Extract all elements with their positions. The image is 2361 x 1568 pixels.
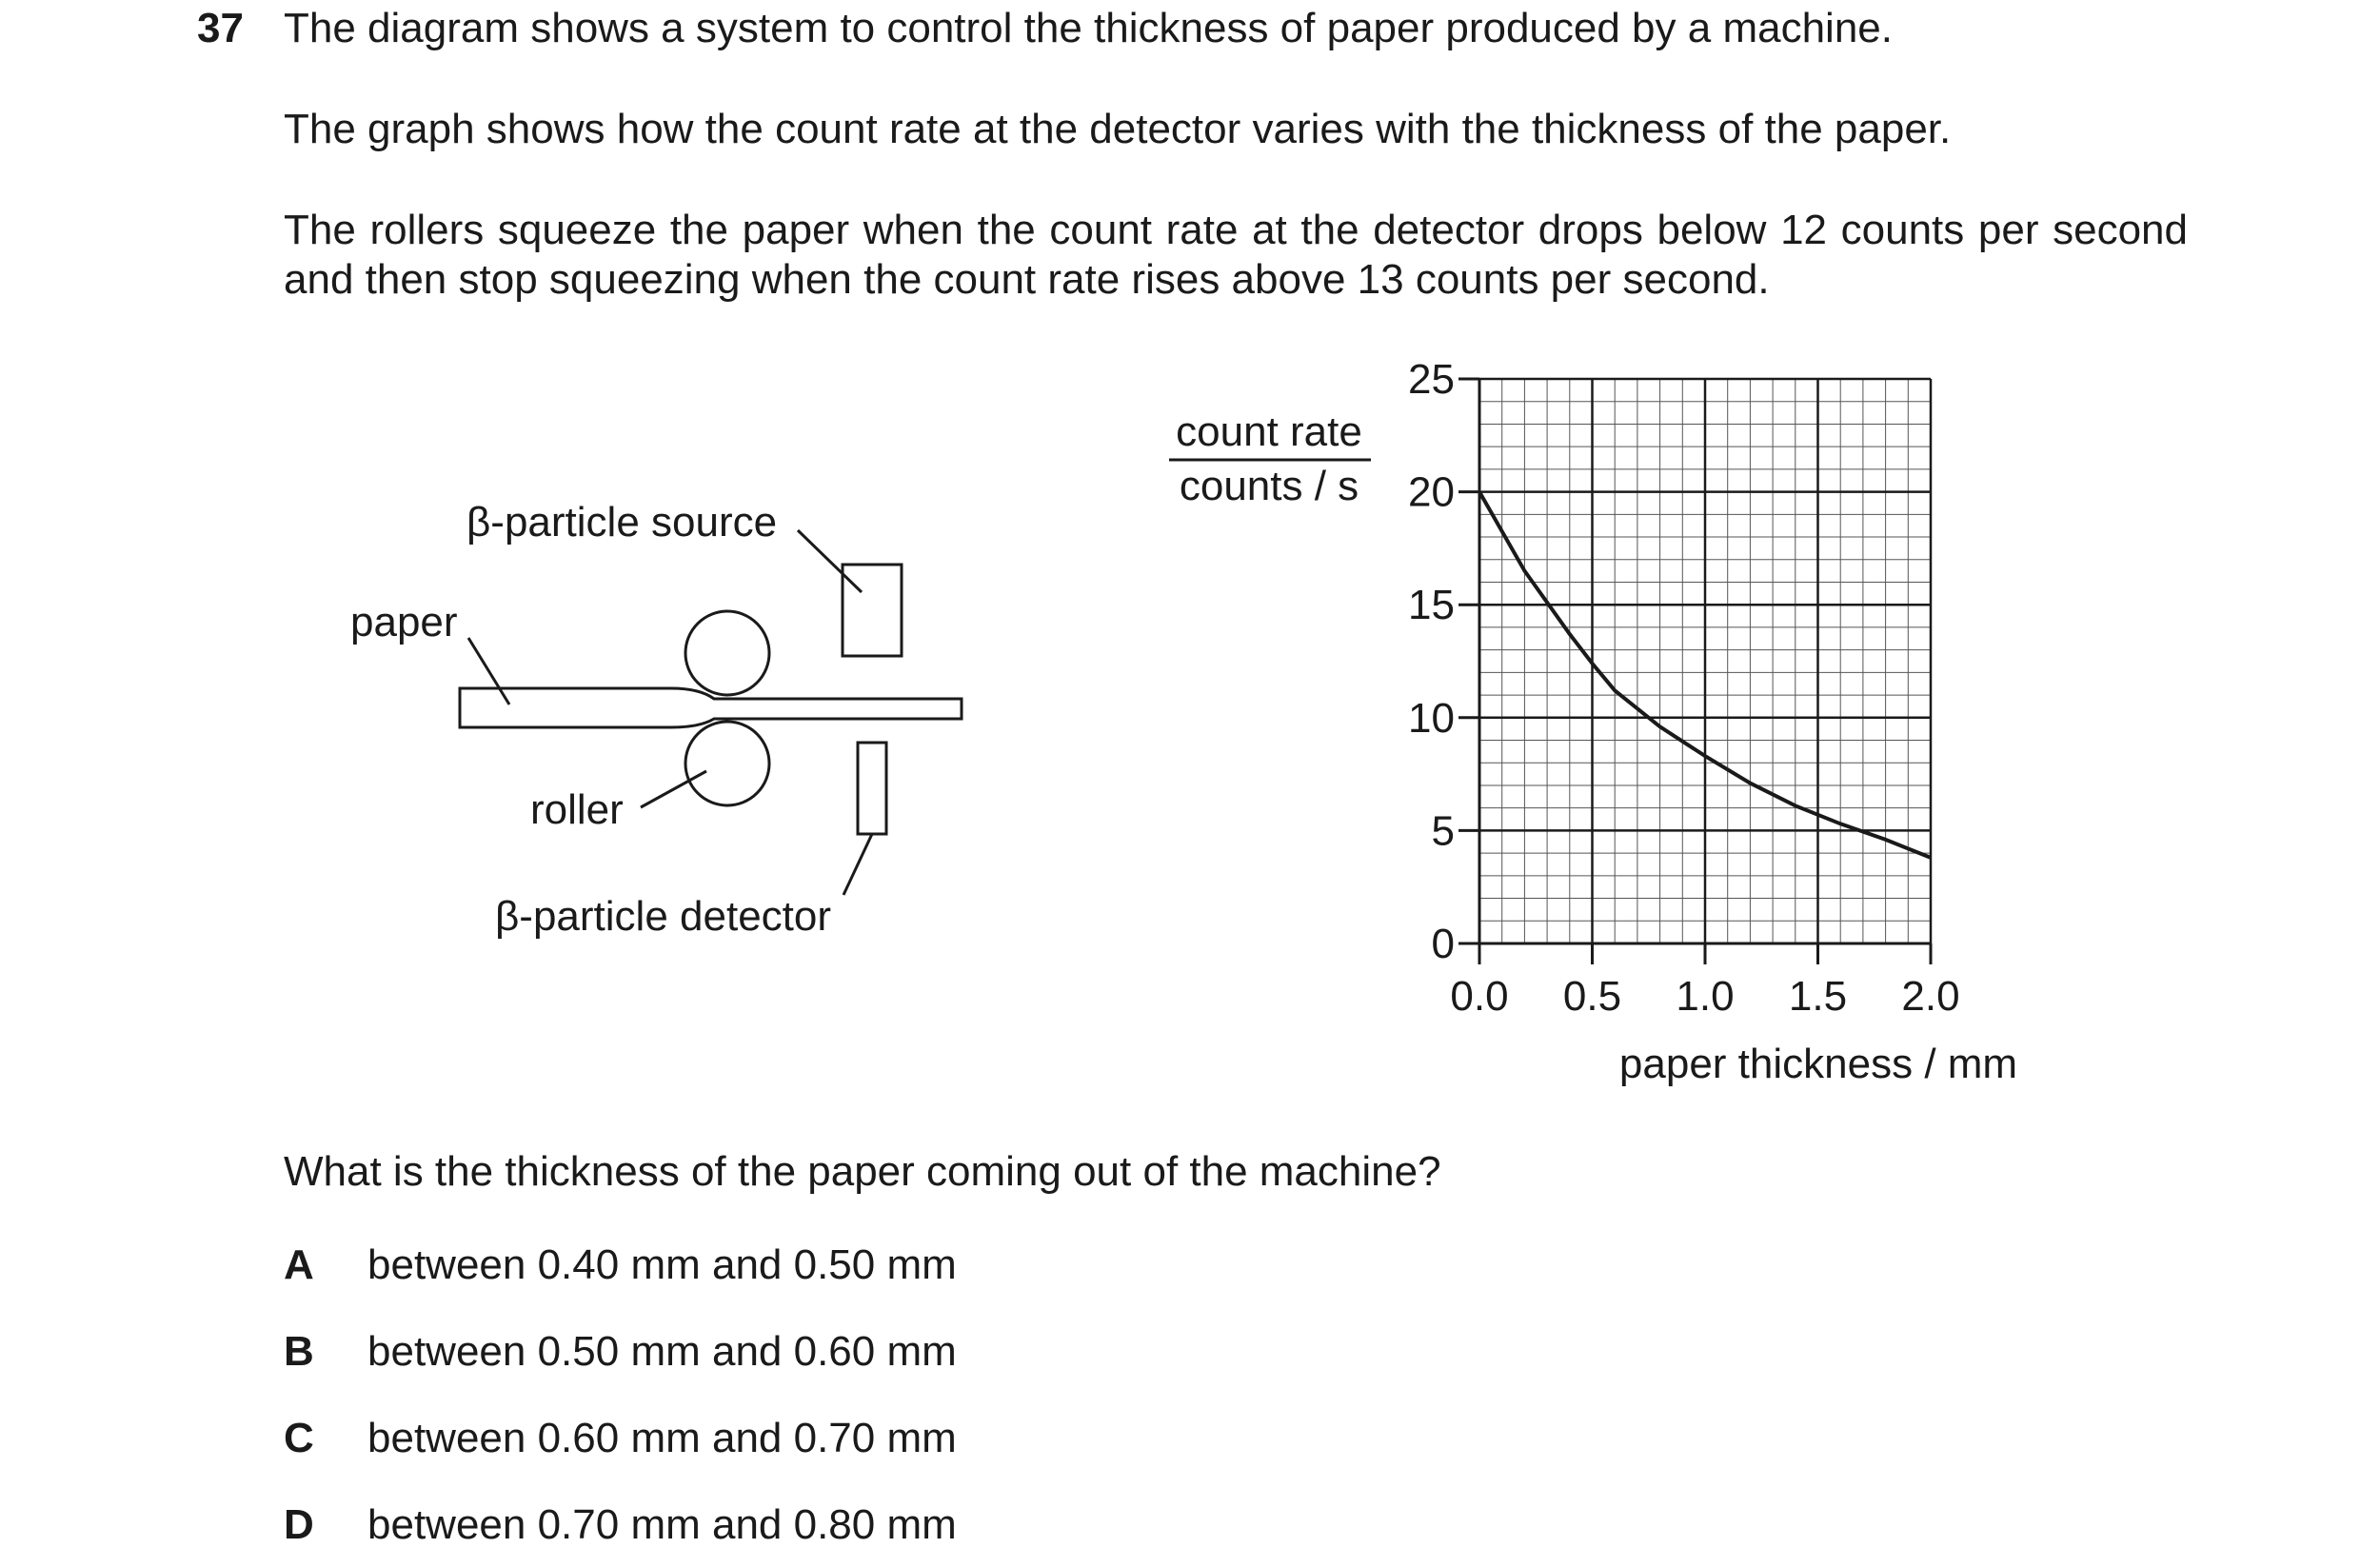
paper-strip bbox=[460, 688, 962, 727]
count-rate-chart bbox=[1095, 333, 2142, 1095]
lower-roller bbox=[685, 722, 769, 805]
y-tick-label: 20 bbox=[1408, 468, 1455, 516]
x-axis-label: paper thickness / mm bbox=[1618, 1041, 2018, 1087]
x-tick-label: 1.0 bbox=[1676, 973, 1735, 1020]
option-d-text[interactable]: between 0.70 mm and 0.80 mm bbox=[367, 1501, 957, 1548]
y-tick-label: 15 bbox=[1408, 582, 1455, 629]
question-intro: The diagram shows a system to control the thickness of paper produced by a machine. bbox=[284, 5, 1893, 51]
roller-rule: The rollers squeeze the paper when the count rate at the detector drops below 12 counts per second and then stop squeezing when the count rate rises above 13 counts per second. bbox=[284, 207, 2188, 303]
x-tick-labels bbox=[1450, 973, 1959, 1020]
roller-label: roller bbox=[530, 786, 624, 833]
upper-roller bbox=[685, 611, 769, 695]
option-d-letter[interactable]: D bbox=[284, 1501, 314, 1548]
graph-description: The graph shows how the count rate at the detector varies with the thickness of the paper. bbox=[284, 106, 1952, 152]
y-tick-label: 5 bbox=[1431, 807, 1455, 855]
detector-label: β-particle detector bbox=[495, 893, 832, 940]
option-a-letter[interactable]: A bbox=[284, 1241, 314, 1288]
y-axis-label-top: count rate bbox=[1176, 408, 1362, 455]
source-label: β-particle source bbox=[466, 499, 778, 546]
paper-label: paper bbox=[350, 599, 458, 645]
y-axis-label-bottom: counts / s bbox=[1179, 463, 1359, 509]
x-tick-label: 0.0 bbox=[1450, 973, 1509, 1020]
x-tick-label: 1.5 bbox=[1788, 973, 1848, 1020]
beta-source bbox=[843, 565, 902, 656]
y-tick-label: 25 bbox=[1408, 356, 1455, 403]
y-tick-labels bbox=[1408, 356, 1455, 967]
machine-diagram bbox=[0, 0, 1095, 971]
y-tick-label: 10 bbox=[1408, 694, 1455, 742]
question-prompt: What is the thickness of the paper coming out of the machine? bbox=[284, 1148, 1441, 1195]
roller-leader bbox=[641, 771, 706, 807]
option-c-text[interactable]: between 0.60 mm and 0.70 mm bbox=[367, 1415, 957, 1461]
option-a-text[interactable]: between 0.40 mm and 0.50 mm bbox=[367, 1241, 957, 1288]
option-c-letter[interactable]: C bbox=[284, 1415, 314, 1461]
x-tick-label: 0.5 bbox=[1562, 973, 1622, 1020]
option-b-text[interactable]: between 0.50 mm and 0.60 mm bbox=[367, 1328, 957, 1375]
question-number: 37 bbox=[197, 5, 244, 51]
chart-axes bbox=[1458, 379, 1931, 964]
beta-detector bbox=[858, 743, 886, 834]
option-b-letter[interactable]: B bbox=[284, 1328, 314, 1375]
paper-leader bbox=[468, 638, 509, 705]
y-tick-label: 0 bbox=[1431, 921, 1455, 967]
detector-leader bbox=[843, 834, 872, 895]
x-tick-label: 2.0 bbox=[1901, 973, 1960, 1020]
source-leader bbox=[798, 530, 862, 592]
